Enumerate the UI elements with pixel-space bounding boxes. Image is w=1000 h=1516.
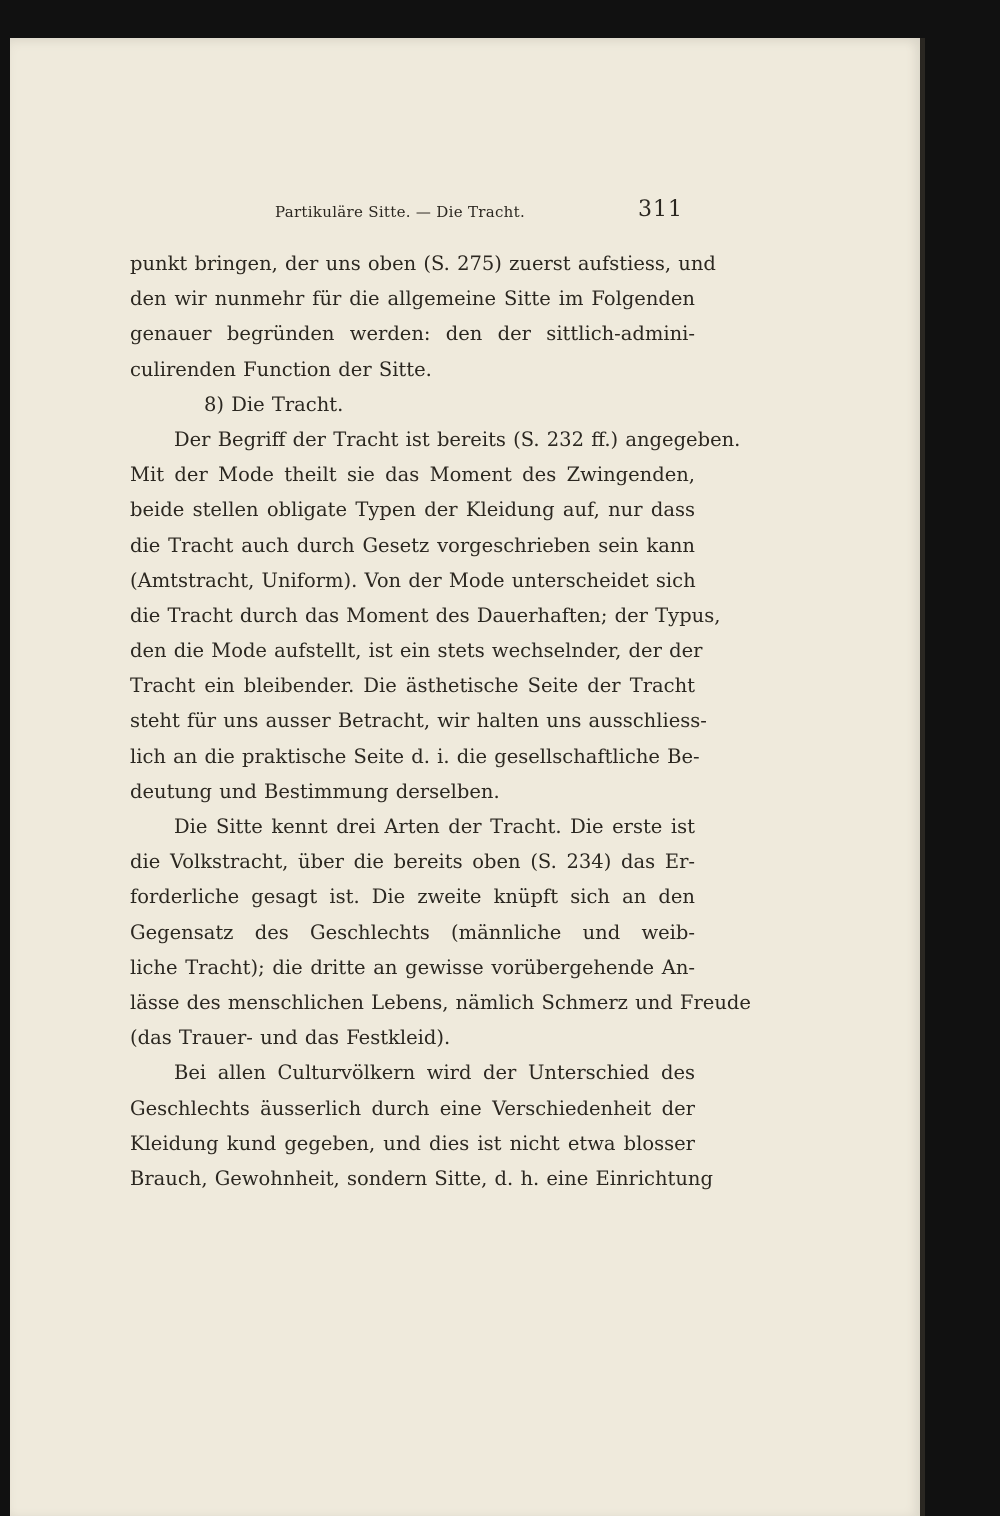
text-line: culirenden Function der Sitte. [130, 357, 432, 381]
text-line: Kleidung kund gegeben, und dies ist nicht etwa blosser [130, 1131, 695, 1155]
text-line: punkt bringen, der uns oben (S. 275) zuerst aufstiess, und [130, 252, 716, 275]
text-line: Bei allen Culturvölkern wird der Unterschied des [174, 1061, 695, 1085]
text-line: Brauch, Gewohnheit, sondern Sitte, d. h. eine Einrichtung [130, 1166, 713, 1190]
text-line: Der Begriff der Tracht ist bereits (S. 232 ff.) angegeben. [174, 427, 741, 451]
text-line: liche Tracht); die dritte an gewisse vorübergehende An- [130, 955, 695, 979]
text-line: Mit der Mode theilt sie das Moment des Zwingenden, [130, 463, 695, 487]
text-line: genauer begründen werden: den der sittlich-admini- [130, 322, 695, 346]
text-line: den wir nunmehr für die allgemeine Sitte im Folgenden [130, 287, 695, 311]
page-number: 311 [638, 197, 683, 222]
text-line: (Amtstracht, Uniform). Von der Mode unterscheidet sich [130, 568, 696, 592]
text-line: Die Sitte kennt drei Arten der Tracht. Die erste ist [174, 815, 695, 838]
text-line: steht für uns ausser Betracht, wir halten uns ausschliess- [130, 709, 707, 733]
text-line: lich an die praktische Seite d. i. die gesellschaftliche Be- [130, 744, 700, 768]
text-line: lässe des menschlichen Lebens, nämlich Schmerz und Freude [130, 990, 751, 1014]
text-line: Tracht ein bleibender. Die ästhetische Seite der Tracht [130, 674, 695, 698]
text-line: den die Mode aufstellt, ist ein stets wechselnder, der der [130, 639, 703, 663]
section-heading: 8) Die Tracht. [204, 392, 344, 416]
page-header [275, 197, 695, 227]
text-line: die Tracht durch das Moment des Dauerhaften; der Typus, [130, 603, 721, 627]
text-line: beide stellen obligate Typen der Kleidung auf, nur dass [130, 498, 695, 522]
page-edge [920, 38, 925, 1516]
text-line: forderliche gesagt ist. Die zweite knüpft sich an den [130, 885, 695, 909]
text-line: (das Trauer- und das Festkleid). [130, 1026, 451, 1050]
text-line: die Tracht auch durch Gesetz vorgeschrieben sein kann [130, 533, 695, 557]
text-line: die Volkstracht, über die bereits oben (S. 234) das Er- [130, 850, 695, 874]
body-text [130, 246, 751, 1196]
text-line: deutung und Bestimmung derselben. [130, 779, 500, 803]
text-line: Geschlechts äusserlich durch eine Verschiedenheit der [130, 1096, 695, 1120]
text-line: Gegensatz des Geschlechts (männliche und weib- [130, 920, 695, 944]
running-title: Partikuläre Sitte. — Die Tracht. [275, 203, 526, 221]
